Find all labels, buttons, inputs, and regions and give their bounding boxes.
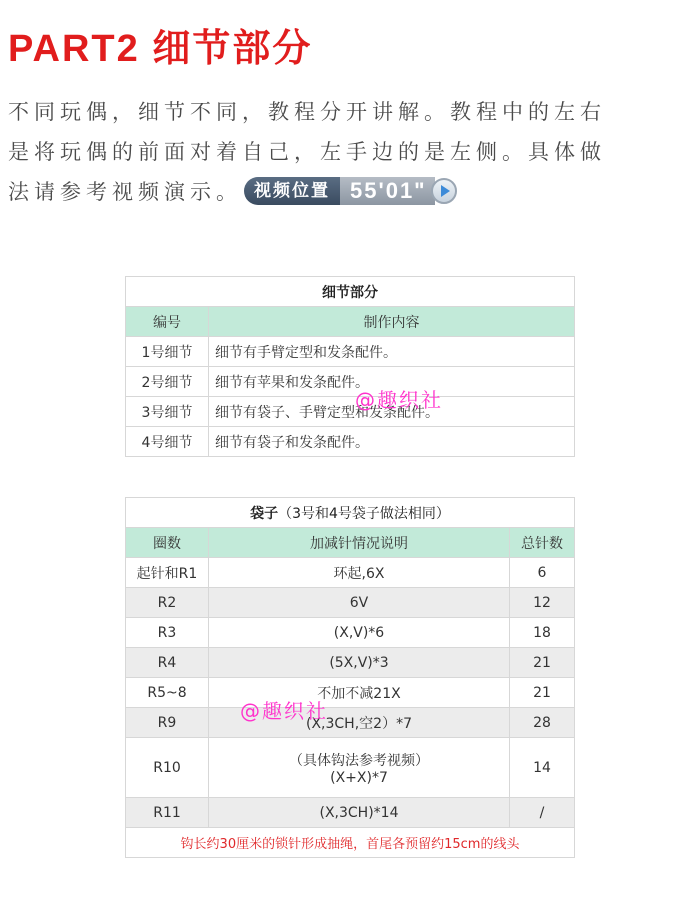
details-cell-content: 细节有手臂定型和发条配件。 — [209, 337, 575, 367]
intro-line-2: 是将玩偶的前面对着自己，左手边的是左侧。具体做 — [8, 140, 606, 164]
details-cell-number: 1号细节 — [126, 337, 209, 367]
video-position-badge[interactable] — [244, 177, 457, 205]
bag-table-caption — [126, 498, 575, 528]
table-row — [126, 708, 575, 738]
bag-cell-round: R5~8 — [126, 678, 209, 708]
video-timestamp: 55'01" — [340, 177, 435, 205]
details-cell-number: 3号细节 — [126, 397, 209, 427]
table-row — [126, 337, 575, 367]
table-row — [126, 738, 575, 798]
bag-cell-total: 12 — [510, 588, 575, 618]
bag-caption-title: 袋子 — [250, 505, 279, 522]
intro-text — [8, 92, 692, 212]
details-table — [125, 276, 575, 457]
bag-cell-total: 21 — [510, 678, 575, 708]
details-cell-content: 细节有袋子和发条配件。 — [209, 427, 575, 457]
table-row — [126, 397, 575, 427]
bag-cell-round: R9 — [126, 708, 209, 738]
bag-table — [125, 497, 575, 858]
bag-r10-line-2: (X+X)*7 — [330, 769, 388, 786]
play-icon[interactable] — [431, 178, 457, 204]
bag-cell-total: 18 — [510, 618, 575, 648]
details-header-content: 制作内容 — [209, 307, 575, 337]
bag-caption-note: （3号和4号袋子做法相同） — [278, 505, 450, 522]
bag-cell-total: / — [510, 798, 575, 828]
table-row — [126, 558, 575, 588]
bag-header-total: 总针数 — [510, 528, 575, 558]
details-cell-content: 细节有苹果和发条配件。 — [209, 367, 575, 397]
table-row — [126, 427, 575, 457]
intro-line-3 — [8, 172, 692, 212]
details-header-number: 编号 — [126, 307, 209, 337]
bag-cell-instructions: 6V — [209, 588, 510, 618]
details-cell-number: 2号细节 — [126, 367, 209, 397]
bag-cell-total: 6 — [510, 558, 575, 588]
table-row — [126, 588, 575, 618]
watermark: @趣织社 — [240, 699, 328, 723]
table-row — [126, 678, 575, 708]
details-cell-content: 细节有袋子、手臂定型和发条配件。 — [209, 397, 575, 427]
intro-line-1: 不同玩偶，细节不同，教程分开讲解。教程中的左右 — [8, 100, 606, 124]
bag-header-round: 圈数 — [126, 528, 209, 558]
bag-cell-round: R2 — [126, 588, 209, 618]
bag-cell-instructions: 不加不减21X — [209, 678, 510, 708]
table-row — [126, 828, 575, 858]
intro-line-3-text: 法请参考视频演示。 — [8, 180, 242, 204]
bag-cell-round: R4 — [126, 648, 209, 678]
page-title: PART2 细节部分 — [8, 28, 313, 70]
bag-cell-round: R11 — [126, 798, 209, 828]
bag-cell-total: 14 — [510, 738, 575, 798]
bag-cell-instructions: (X,3CH)*14 — [209, 798, 510, 828]
bag-cell-instructions: (X,V)*6 — [209, 618, 510, 648]
bag-cell-instructions: (X,3CH,空2）*7 — [209, 708, 510, 738]
table-row — [126, 618, 575, 648]
bag-header-instructions: 加减针情况说明 — [209, 528, 510, 558]
bag-cell-instructions — [209, 738, 510, 798]
bag-r10-line-1: （具体钩法参考视频） — [289, 752, 429, 769]
table-row — [126, 648, 575, 678]
bag-cell-round: R3 — [126, 618, 209, 648]
bag-note: 钩长约30厘米的锁针形成抽绳，首尾各预留约15cm的线头 — [126, 828, 575, 858]
video-position-label: 视频位置 — [244, 177, 340, 205]
table-row — [126, 798, 575, 828]
bag-cell-instructions: (5X,V)*3 — [209, 648, 510, 678]
bag-cell-total: 28 — [510, 708, 575, 738]
details-cell-number: 4号细节 — [126, 427, 209, 457]
watermark: @趣织社 — [355, 388, 443, 412]
bag-cell-total: 21 — [510, 648, 575, 678]
bag-cell-round: 起针和R1 — [126, 558, 209, 588]
details-table-caption: 细节部分 — [126, 277, 575, 307]
bag-cell-instructions: 环起,6X — [209, 558, 510, 588]
bag-cell-round: R10 — [126, 738, 209, 798]
table-row — [126, 367, 575, 397]
